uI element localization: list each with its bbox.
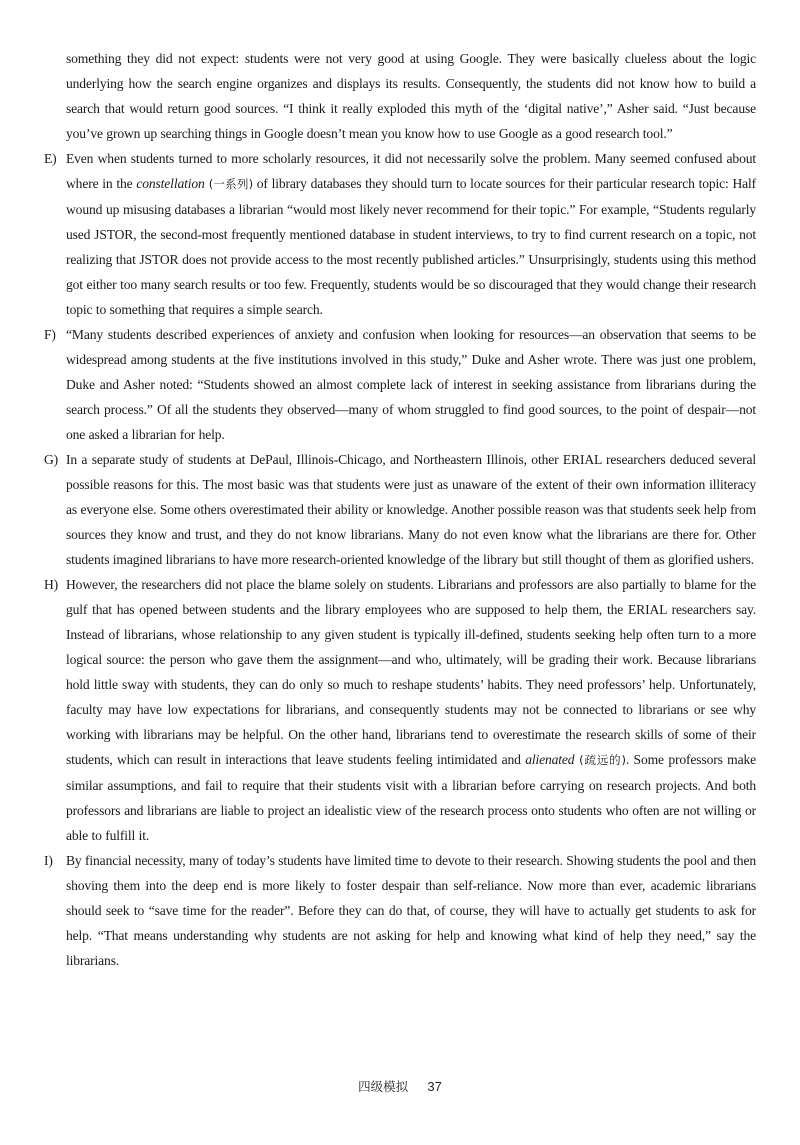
paragraph-g — [0, 447, 800, 572]
document-page — [0, 46, 800, 973]
text-segment: Even when students turned to more scholarly resources, it did not necessarily solve the problem. Many seemed confused about where in the — [66, 151, 756, 191]
paragraph-text — [66, 46, 756, 146]
text-segment: something they did not expect: students were not very good at using Google. They were basically clueless about the logic underlying how the search engine organizes and displays its results. Consequently, the students did not know how to build a search that would return good sources. “I think it really exploded this myth of the ‘digital native’,” Asher said. “Just because you’ve grown up searching things in Google doesn’t mean you know how to use Google as a good research tool.” — [66, 51, 756, 141]
paragraph-text — [66, 848, 756, 973]
footer-label: 四级模拟 — [358, 1079, 409, 1094]
paragraph-label: H) — [44, 577, 59, 592]
page-number: 37 — [427, 1079, 442, 1094]
text-segment: In a separate study of students at DePaul, Illinois-Chicago, and Northeastern Illinois, other ERIAL researchers deduced several possible reasons for this. The most basic was that students were just as unaware of the extent of their own information illiteracy as everyone else. Some others overestimated their ability or knowledge. Another possible reason was that students seek help from sources they know and trust, and they do not know librarians. Many do not even know what the librarians are there for. Other students imagined librarians to have more research-oriented knowledge of the library but still thought of them as glorified ushers. — [66, 452, 756, 567]
text-segment: “Many students described experiences of anxiety and confusion when looking for resources—an observation that seems to be widespread among students at the five institutions involved in this study,” Duke and Asher wrote. There was just one problem, Duke and Asher noted: “Students showed an almost complete lack of interest in seeking assistance from librarians during the search process.” Of all the students they observed—many of whom struggled to find good sources, to the point of despair—not one asked a librarian for help. — [66, 327, 756, 442]
paragraph-continuation — [0, 46, 800, 146]
paragraph-i — [0, 848, 800, 973]
paragraph-label: G) — [44, 452, 59, 467]
italic-term: alienated — [525, 752, 575, 767]
chinese-gloss: (一系列) — [204, 177, 253, 191]
paragraph-label: F) — [44, 327, 56, 342]
text-segment: By financial necessity, many of today’s students have limited time to devote to their research. Showing students the pool and then shoving them into the deep end is more likely to foster despair than self-reliance. Now more than ever, academic librarians should seek to “save time for the reader”. Before they can do that, of course, they will have to actually get students to ask for help. “That means understanding why students are not asking for help and knowing what kind of help they need,” say the librarians. — [66, 853, 756, 968]
paragraph-text — [66, 447, 756, 572]
paragraph-text — [66, 146, 756, 322]
italic-term: constellation — [136, 176, 205, 191]
paragraph-f — [0, 322, 800, 447]
chinese-gloss: (疏远的) — [574, 753, 626, 767]
paragraph-label: E) — [44, 151, 57, 166]
text-segment: of library databases they should turn to locate sources for their particular research topic: Half wound up misusing databases a librarian “would most likely never recommend for their topic.” For example, “Students regularly used JSTOR, the second-most frequently mentioned database in student interviews, to try to find current research on a topic, not realizing that JSTOR does not provide access to the most recently published articles.” Unsurprisingly, students using this method got either too many search results or too few. Frequently, students would be so discouraged that they would change their research topic to something that requires a simple search. — [66, 176, 757, 317]
paragraph-h — [0, 572, 800, 848]
paragraph-text — [66, 322, 756, 447]
paragraph-e — [0, 146, 800, 322]
paragraph-text — [66, 572, 756, 848]
page-footer — [0, 1077, 800, 1097]
paragraph-label: I) — [44, 853, 53, 868]
text-segment: However, the researchers did not place the blame solely on students. Librarians and professors are also partially to blame for the gulf that has opened between students and the library employees who are supposed to help them, the ERIAL researchers say. Instead of librarians, whose relationship to any given student is typically ill-defined, students seeking help often turn to a more logical source: the person who gave them the assignment—and who, ultimately, will be grading their work. Because librarians hold little sway with students, they can do only so much to reshape students’ habits. They need professors’ help. Unfortunately, faculty may have low expectations for librarians, and consequently students may not be connected to librarians or see why working with librarians may be helpful. On the other hand, librarians tend to overestimate the research skills of some of their students, which can result in interactions that leave students feeling intimidated and — [66, 577, 756, 767]
text-segment: . Some professors make similar assumptions, and fail to require that their students visit with a librarian before carrying on research projects. And both professors and librarians are liable to project an idealistic view of the research process onto students who often are not willing or able to fulfill it. — [66, 752, 757, 843]
